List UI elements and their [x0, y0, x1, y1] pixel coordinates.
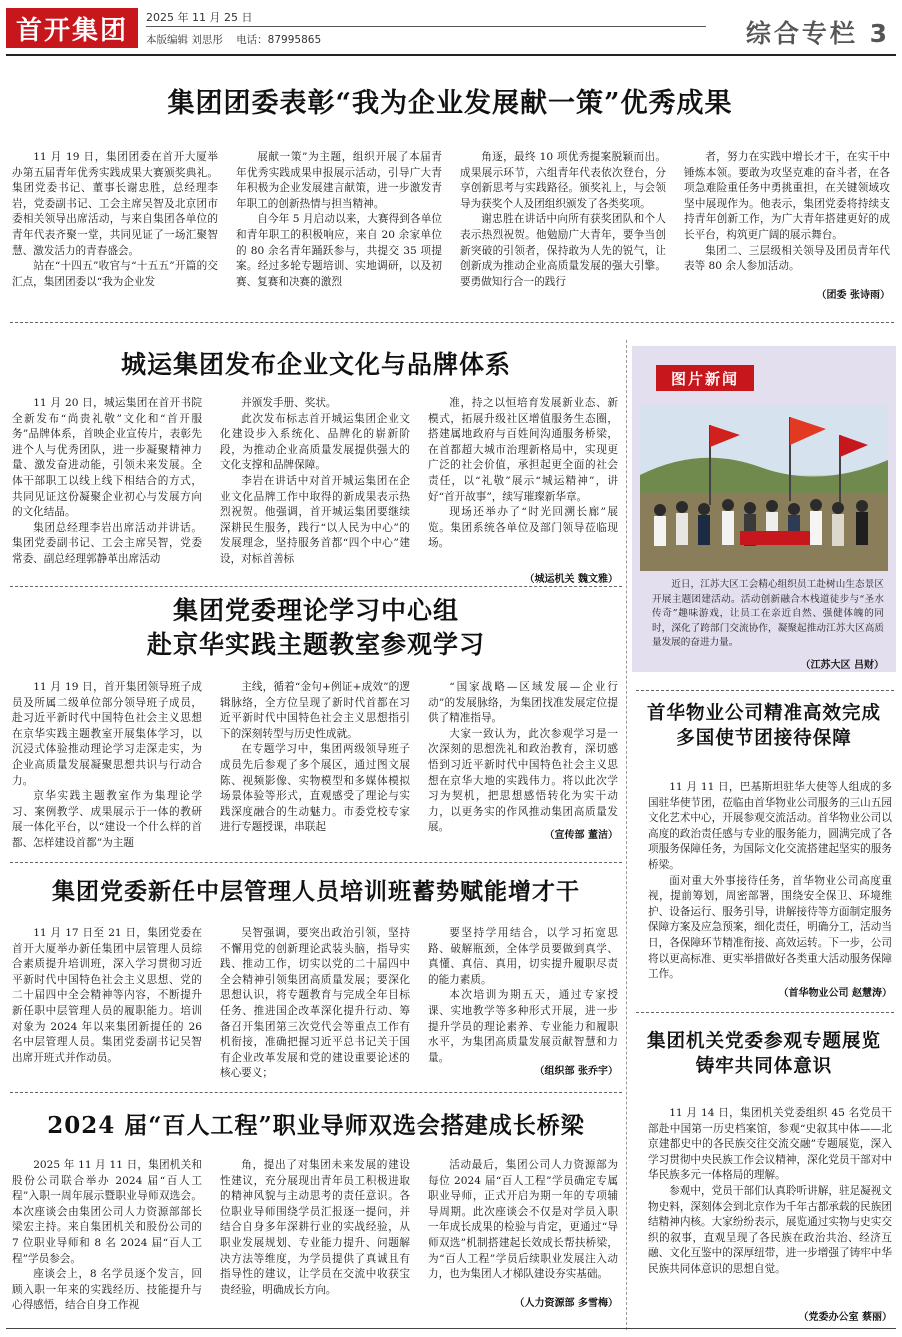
paragraph: 此次发布标志首开城运集团企业文化建设步入系统化、品牌化的崭新阶段，为推动企业高质量发展提供强大的文化支撑和品牌保障。 [220, 412, 410, 472]
article2-byline: （城运机关 魏文雅） [524, 574, 618, 585]
article3-col-2 [220, 680, 410, 848]
article1-col-1 [12, 150, 218, 300]
paragraph: 11 月 20 日，城运集团在首开书院全新发布“尚贵礼敬”文化和“首开服务”品牌体系，首映企业宣传片，表彰先进个人与优秀团队，进一步凝聚精神力量、激发奋进动能，引领未来发展。全体干部职工以线上线下相结合的方式，共同见证这份凝聚企业初心与发展方向的文化结晶。 [12, 397, 202, 519]
article3-headline-line1: 集团党委理论学习中心组 [172, 596, 459, 625]
article1-headline: 集团团委表彰“我为企业发展献一策”优秀成果 [167, 88, 733, 119]
paragraph: 11 月 14 日，集团机关党委组织 45 名党员干部赴中国第一历史档案馆，参观“史叙其中体——北京建都史中的各民族交往交流交融”专题展览，深入学习贯彻中央民族工作会议精神，深化党员干部对中华民族多元一体格局的理解。 [648, 1107, 892, 1182]
photo-caption [652, 578, 884, 651]
article7-body [648, 1106, 892, 1302]
paragraph: 活动最后，集团公司人力资源部为每位 2024 届“百人工程”学员确定专属职业导师，正式开启为期一年的专项辅导周期。此次座谈会不仅是对学员入职一年成长成果的检验与肯定，更通过“导师双选”机制搭建起长效成长帮扶桥梁，为“百人工程”学员后续职业发展注入动力，也为集团人才梯队建设夯实基础。 [428, 1159, 618, 1281]
article6-col-2 [220, 1158, 410, 1308]
paragraph: 11 月 19 日，首开集团领导班子成员及所属二级单位部分领导班子成员，赴习近平新时代中国特色社会主义思想在京华实践主题教室开展集体学习，以沉浸式体验推动理论学习走深走实，为企业高质量发展凝聚思想共识与行动合力。 [12, 681, 202, 787]
article4-body [648, 780, 892, 980]
paragraph: 在专题学习中，集团两级领导班子成员先后参观了多个展区，通过图文展陈、视频影像、实物模型和多媒体模拟场景体验等形式，直观感受了理论与实践深度融合的生动魅力。市委党校专家进行专题授课，串联起 [220, 743, 410, 834]
section-divider [636, 690, 894, 691]
header-rule [146, 26, 706, 27]
paragraph: 角逐，最终 10 项优秀提案脱颖而出。成果展示环节，六组青年代表依次登台，分享创新思考与实践路径。颁奖礼上，与会领导为获奖个人及团组织颁发了各类奖项。 [460, 151, 666, 210]
paragraph: 11 月 19 日，集团团委在首开大厦举办第五届青年优秀实践成果大赛颁奖典礼。集团党委书记、董事长谢忠胜，总经理李岩，党委副书记、工会主席吴智及北京团市委相关领导出席活动，与来自集团各单位的青年代表齐聚一堂，共同见证了一场汇聚智慧、激发活力的青春盛会。 [12, 151, 218, 257]
paragraph: 者，努力在实践中增长才干，在实干中锤炼本领。要敢为攻坚克难的奋斗者，在各项急难险重任务中勇挑重担，在关键领域攻坚中展现作为。他表示，集团党委将持续支持青年创新工作，为广大青年搭建更好的成长平台，构筑更广阔的展示舞台。 [684, 151, 890, 241]
paragraph: 面对重大外事接待任务，首华物业公司高度重视，提前筹划，周密部署，围绕安全保卫、环境维护、设备运行、服务引导，讲解接待等方面制定服务保障方案及应急预案，细化责任，明确分工，活动当日，各保障环节精准衔接、高效运转。下一步，公司将以更高标准、更实举措做好各类重大活动服务保障工作。 [648, 874, 892, 981]
editor-name: 本版编辑 刘思彤 [146, 34, 223, 46]
paragraph: 参观中，党员干部们认真聆听讲解，驻足凝视文物史料，深刻体会到北京作为千年古都承载的民族团结精神内核。大家纷纷表示，展览通过实物与史实交织的叙事，直观呈现了各民族在政治共治、经济互融、文化互鉴中的深厚纽带，进一步增强了铸牢中华民族共同体意识的思想自觉。 [648, 1184, 892, 1275]
caption-text: 近日，江苏大区工会精心组织员工赴树山生态景区开展主题团建活动。活动创新融合木栈道徒步与“圣水传奇”趣味游戏，让员工在亲近自然、强健体魄的同时，深化了跨部门交流协作，凝聚起推动江苏大区高质量发展的奋进力量。 [652, 579, 884, 649]
article1-col-2 [236, 150, 442, 300]
page-section-label: 综合专栏 3 [745, 19, 890, 48]
article5-col-3 [428, 926, 618, 1064]
article7-byline: （党委办公室 蔡丽） [798, 1312, 892, 1323]
paragraph: 11 月 17 日至 21 日，集团党委在首开大厦举办新任集团中层管理人员综合素质提升培训班，深入学习贯彻习近平新时代中国特色社会主义思想、党的二十届四中全会精神等内容，不断提升新任职中层管理人员的履职能力。培训对象为 2024 年以来集团新提任的 26 名中层管理人员。集团党委副书记吴智出席开班式并作动员。 [12, 927, 202, 1064]
article7-headline-line2: 铸牢共同体意识 [695, 1055, 833, 1077]
paragraph: 集团总经理李岩出席活动并讲话。集团党委副书记、工会主席吴智，党委常委、副总经理郭静革出席活动 [12, 521, 202, 565]
article1-col-4 [684, 150, 890, 284]
paragraph: 要坚持学用结合，以学习拓宽思路、破解瓶颈，全体学员要做到真学、真懂、真信、真用，切实提升履职尽责的能力素质。 [428, 927, 618, 986]
team-building-photo [640, 405, 888, 571]
paragraph: 2025 年 11 月 11 日，集团机关和股份公司联合举办 2024 届“百人工程”入职一周年展示暨职业导师双选会。本次座谈会由集团公司人力资源部部长梁宏主持。来自集团机关和股份公司的 7 位职业导师和 8 名 2024 届“百人工程”学员参会。 [12, 1159, 202, 1265]
photo-byline: （江苏大区 吕财） [800, 660, 884, 671]
page-bottom-rule [6, 1328, 896, 1329]
article2-headline: 城运集团发布企业文化与品牌体系 [120, 350, 511, 379]
editor-phone: 电话：87995865 [236, 34, 322, 46]
paragraph: 展献一策”为主题，组织开展了本届青年优秀实践成果申报展示活动，引导广大青年积极为企业发展建言献策，进一步激发青年职工的创新热情与担当精神。 [236, 151, 442, 210]
article5-col-1 [12, 926, 202, 1076]
column-divider [626, 340, 627, 1330]
paragraph: 并颁发手册、奖状。 [241, 397, 337, 409]
article2-col-3 [428, 396, 618, 562]
article2-col-1 [12, 396, 202, 565]
paragraph: 本次培训为期五天，通过专家授课、实地教学等多种形式开展，进一步提升学员的理论素养、专业能力和履职水平，为集团高质量发展贡献智慧和力量。 [428, 989, 618, 1064]
article3-headline [10, 594, 622, 662]
section-divider [10, 862, 622, 863]
article1-byline: （团委 张诗雨） [816, 290, 890, 301]
photo-news-tag: 图片新闻 [656, 365, 754, 391]
article6-byline: （人力资源部 多雪梅） [514, 1298, 618, 1309]
newspaper-logo: 首开集团 [6, 8, 138, 48]
paragraph: 主线，循着“金句+例证+成效”的逻辑脉络，全方位呈现了新时代首都在习近平新时代中国特色社会主义思想指引下的深刻转型与历史性成就。 [220, 681, 410, 740]
article1-col-3 [460, 150, 666, 300]
section-divider [636, 1012, 894, 1013]
paragraph: 谢忠胜在讲话中向所有获奖团队和个人表示热烈祝贺。他勉励广大青年，要争当创新突破的引领者，保持敢为人先的锐气，让创新成为推动企业高质量发展的强大引擎。要勇做知行合一的践行 [460, 213, 666, 288]
article4-headline [636, 702, 892, 752]
paragraph: 自今年 5 月启动以来，大赛得到各单位和青年职工的积极响应，来自 20 余家单位的 80 余名青年踊跃参与，共提交 35 项提案。经过多轮专题培训、实地调研，以及初赛、复赛和决赛的激烈 [236, 213, 442, 288]
paragraph: 角，提出了对集团未来发展的建设性建议，充分展现出青年员工积极进取的精神风貌与主动思考的责任意识。各位职业导师围绕学员汇报逐一提问，并结合自身多年深耕行业的实战经验，从职业发展规划、专业能力提升、问题解决方法等维度，为学员提供了真诚且有指导性的建议，让学员在交流中收获宝贵经验，明确成长方向。 [220, 1159, 410, 1296]
paragraph: 座谈会上，8 名学员逐个发言，回顾入职一年来的实践经历、技能提升与心得感悟，结合自身工作视 [12, 1268, 202, 1312]
paragraph: 大家一致认为，此次参观学习是一次深刻的思想洗礼和政治教育，深切感悟到习近平新时代中国特色社会主义思想在京华大地的实践伟力。将以此次学习为契机，把思想感悟转化为实干动力，以更务实的作风推动集团高质量发展。 [428, 727, 618, 834]
article6-headline: 2024 届“百人工程”职业导师双选会搭建成长桥梁 [47, 1112, 585, 1139]
paragraph: 准，持之以恒培育发展新业态、新模式，拓展升级社区增值服务生态圈，搭建属地政府与百姓间沟通服务桥梁，在首都超大城市治理新格局中，实现更广泛的社会价值，承担起更全面的社会责任，以“礼敬”展示“城运精神”，讲好“首开故事”，续写璀璨新华章。 [428, 397, 618, 503]
section-divider [10, 1092, 622, 1093]
section-divider [10, 586, 622, 587]
article7-headline-line1: 集团机关党委参观专题展览 [646, 1031, 881, 1052]
article4-headline-line2: 多国使节团接待保障 [676, 727, 852, 749]
article6-col-3 [428, 1158, 618, 1292]
paragraph: 李岩在讲话中对首开城运集团在企业文化品牌工作中取得的新成果表示热烈祝贺。他强调，首开城运集团要继续深耕民生服务，践行“以人民为中心”的发展理念，坚持服务首都“四个中心”建设，对标首善标 [220, 474, 410, 565]
article3-headline-line2: 赴京华实践主题教室参观学习 [146, 629, 485, 659]
article6-col-1 [12, 1158, 202, 1312]
paragraph: 京华实践主题教室作为集理论学习、案例教学、成果展示于一体的教研展一体化平台，以“建设一个什么样的首都、怎样建设首都”为主题 [12, 790, 202, 849]
article2-col-2 [220, 396, 410, 565]
article5-headline: 集团党委新任中层管理人员培训班蓄势赋能增才干 [52, 878, 580, 905]
paragraph: 吴智强调，要突出政治引领，坚持不懈用党的创新理论武装头脑，指导实践、推动工作，切实以党的二十届四中全会精神引领集团高质量发展；要深化思想认识，将专题教育与完成全年目标任务、推进国企改革深化提升行动、筹备召开集团第三次党代会等重点工作有机衔接，准确把握习近平总书记关于国有企业改革发展和党的建设重要论述的核心要义； [220, 927, 410, 1080]
photo-illustration [640, 405, 888, 571]
paragraph: 站在“十四五”收官与“十五五”开篇的交汇点，集团团委以“我为企业发 [12, 260, 218, 288]
issue-date: 2025 年 11 月 25 日 [146, 11, 253, 24]
section-divider [10, 322, 894, 323]
article3-byline: （宣传部 董洁） [544, 830, 618, 841]
article5-col-2 [220, 926, 410, 1080]
article7-headline [636, 1030, 892, 1080]
article3-col-1 [12, 680, 202, 848]
article5-byline: （组织部 张乔宇） [534, 1066, 618, 1077]
paragraph: “国家战略—区域发展—企业行动”的发展脉络，为集团找准发展定位提供了精准指导。 [428, 681, 618, 725]
editor-info [146, 32, 331, 47]
article3-col-3 [428, 680, 618, 834]
article4-headline-line1: 首华物业公司精准高效完成 [646, 703, 881, 724]
article4-byline: （首华物业公司 赵慧涛） [778, 988, 892, 999]
paragraph: 11 月 11 日，巴基斯坦驻华大使等人组成的多国驻华使节团，莅临由首华物业公司服务的三山五园文化艺术中心，开展参观交流活动。首华物业公司以高度的政治责任感与专业的服务能力，圆满完成了各项服务保障任务，为国际文化交流搭建起坚实的服务桥梁。 [648, 781, 892, 871]
masthead-rule [6, 54, 896, 56]
paragraph: 现场还举办了“时光回溯长廊”展览。集团系统各单位及部门领导莅临现场。 [428, 506, 618, 550]
paragraph: 集团二、三层级相关领导及团员青年代表等 80 余人参加活动。 [684, 244, 890, 273]
